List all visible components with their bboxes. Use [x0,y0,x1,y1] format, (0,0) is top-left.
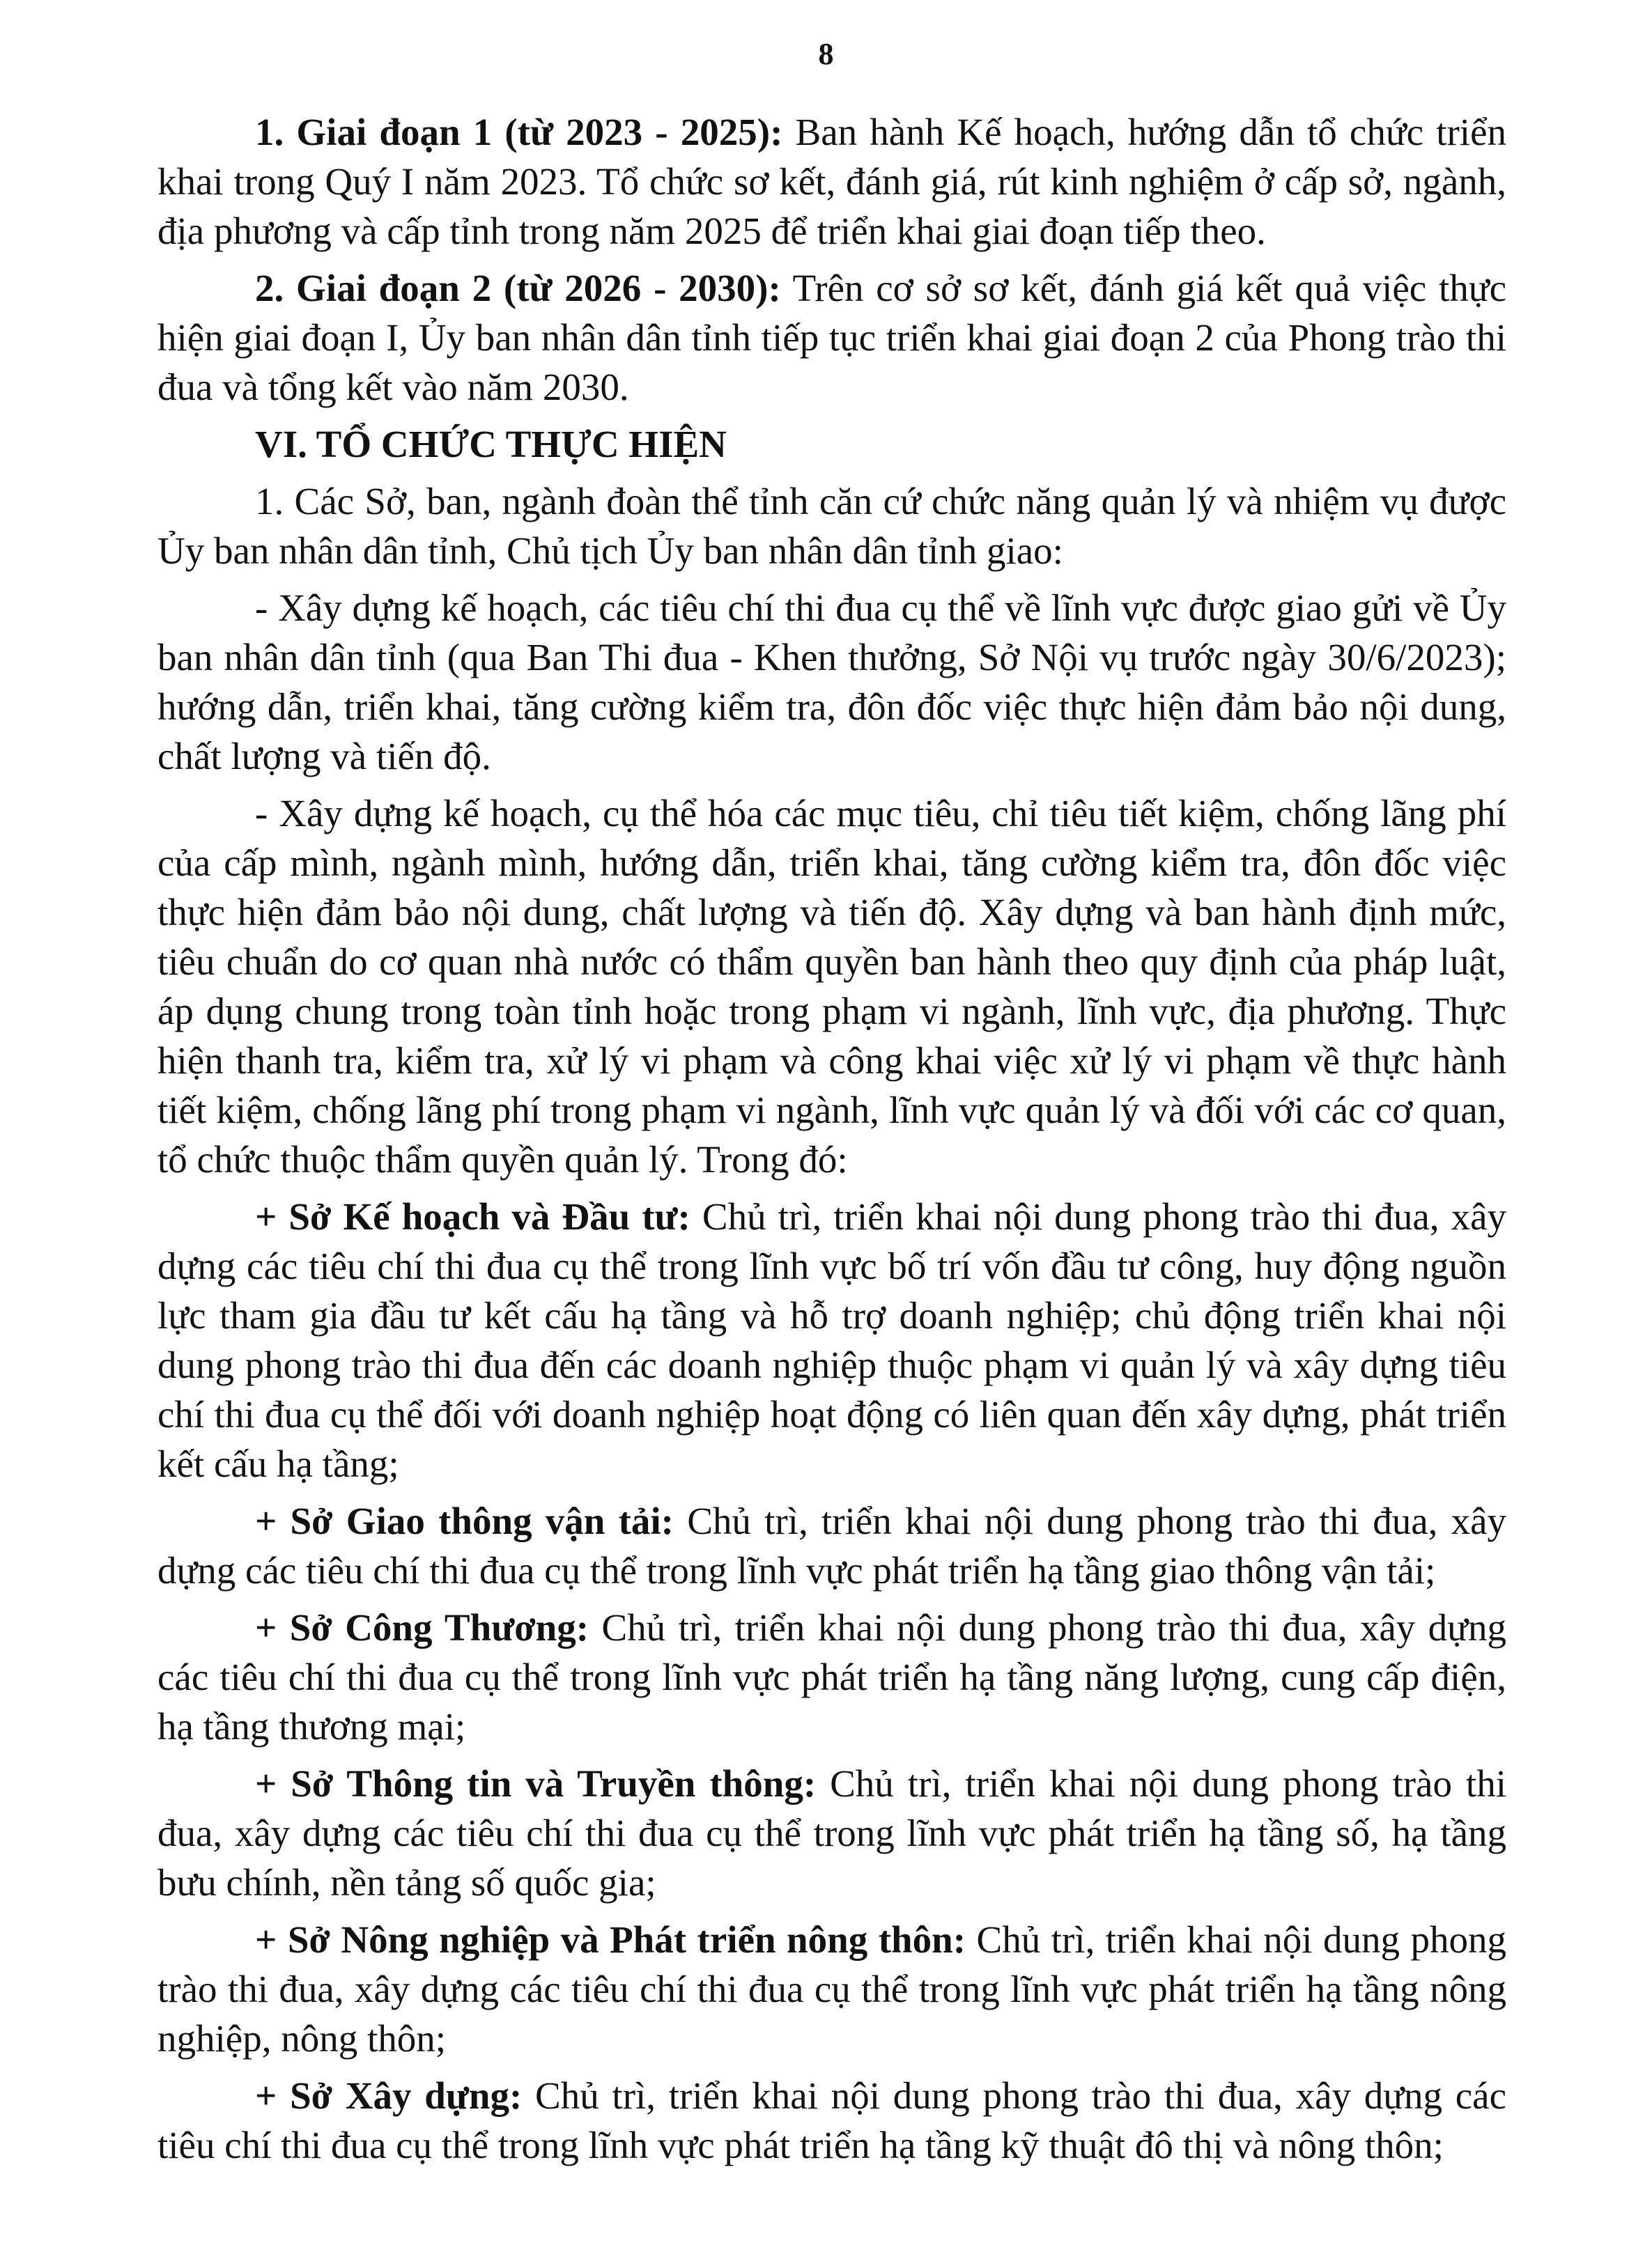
department-information-communications [157,1759,1506,1907]
department-text: Chủ trì, triển khai nội dung phong trào thi đua, xây dựng các tiêu chí thi đua cụ thể trong lĩnh vực phát triển hạ tầng giao thông vận tải; [157,1500,1506,1592]
phase-1-paragraph [157,107,1506,256]
department-text: Chủ trì, triển khai nội dung phong trào thi đua, xây dựng các tiêu chí thi đua cụ thể trong lĩnh vực phát triển hạ tầng số, hạ tầng bưu chính, nền tảng số quốc gia; [157,1762,1506,1904]
department-name: + Sở Nông nghiệp và Phát triển nông thôn: [255,1918,966,1961]
bullet-2: - Xây dựng kế hoạch, cụ thể hóa các mục tiêu, chỉ tiêu tiết kiệm, chống lãng phí của cấp mình, ngành mình, hướng dẫn, triển khai, tăng cường kiểm tra, đôn đốc việc thực hiện đảm bảo nội dung, chất lượng và tiến độ. Xây dựng và ban hành định mức, tiêu chuẩn do cơ quan nhà nước có thẩm quyền ban hành theo quy định của pháp luật, áp dụng chung trong toàn tỉnh hoặc trong phạm vi ngành, lĩnh vực, địa phương. Thực hiện thanh tra, kiểm tra, xử lý vi phạm và công khai việc xử lý vi phạm về thực hành tiết kiệm, chống lãng phí trong phạm vi ngành, lĩnh vực quản lý và đối với các cơ quan, tổ chức thuộc thẩm quyền quản lý. Trong đó: [157,792,1506,1181]
department-industry-trade [157,1603,1506,1751]
department-transport [157,1496,1506,1595]
item-1-intro: 1. Các Sở, ban, ngành đoàn thể tỉnh căn cứ chức năng quản lý và nhiệm vụ được Ủy ban nhân dân tỉnh, Chủ tịch Ủy ban nhân dân tỉnh giao: [157,480,1506,572]
department-name: + Sở Xây dựng: [255,2074,523,2117]
department-name: + Sở Thông tin và Truyền thông: [255,1762,817,1805]
department-planning-investment [157,1192,1506,1489]
bullet-1: - Xây dựng kế hoạch, các tiêu chí thi đua cụ thể về lĩnh vực được giao gửi về Ủy ban nhân dân tỉnh (qua Ban Thi đua - Khen thưởng, Sở Nội vụ trước ngày 30/6/2023); hướng dẫn, triển khai, tăng cường kiểm tra, đôn đốc việc thực hiện đảm bảo nội dung, chất lượng và tiến độ. [157,587,1506,777]
phase-2-paragraph [157,263,1506,412]
department-text: Chủ trì, triển khai nội dung phong trào thi đua, xây dựng các tiêu chí thi đua cụ thể trong lĩnh vực bố trí vốn đầu tư công, huy động nguồn lực tham gia đầu tư kết cấu hạ tầng và hỗ trợ doanh nghiệp; chủ động triển khai nội dung phong trào thi đua đến các doanh nghiệp thuộc phạm vi quản lý và xây dựng tiêu chí thi đua cụ thể đối với doanh nghiệp hoạt động có liên quan đến xây dựng, phát triển kết cấu hạ tầng; [157,1195,1507,1485]
phase-2-text: Trên cơ sở sơ kết, đánh giá kết quả việc thực hiện giai đoạn I, Ủy ban nhân dân tỉnh tiếp tục triển khai giai đoạn 2 của Phong trào thi đua và tổng kết vào năm 2030. [157,267,1507,408]
phase-2-title: 2. Giai đoạn 2 (từ 2026 - 2030): [255,267,781,309]
department-construction [157,2071,1506,2170]
section-heading: VI. TỔ CHỨC THỰC HIỆN [255,423,727,465]
department-text: Chủ trì, triển khai nội dung phong trào thi đua, xây dựng các tiêu chí thi đua cụ thể trong lĩnh vực phát triển hạ tầng nông nghiệp, nông thôn; [157,1918,1507,2060]
document-body [157,107,1506,2177]
department-name: + Sở Kế hoạch và Đầu tư: [255,1195,690,1238]
phase-1-text: Ban hành Kế hoạch, hướng dẫn tổ chức triển khai trong Quý I năm 2023. Tổ chức sơ kết, đánh giá, rút kinh nghiệm ở cấp sở, ngành, địa phương và cấp tỉnh trong năm 2025 để triển khai giai đoạn tiếp theo. [157,111,1506,252]
department-agriculture-rural [157,1915,1506,2063]
department-name: + Sở Công Thương: [255,1606,589,1649]
department-text: Chủ trì, triển khai nội dung phong trào thi đua, xây dựng các tiêu chí thi đua cụ thể trong lĩnh vực phát triển hạ tầng năng lượng, cung cấp điện, hạ tầng thương mại; [157,1606,1506,1748]
department-name: + Sở Giao thông vận tải: [255,1500,674,1542]
phase-1-title: 1. Giai đoạn 1 (từ 2023 - 2025): [255,111,783,153]
department-text: Chủ trì, triển khai nội dung phong trào thi đua, xây dựng các tiêu chí thi đua cụ thể trong lĩnh vực phát triển hạ tầng kỹ thuật đô thị và nông thôn; [157,2074,1506,2166]
page-number: 8 [818,37,834,71]
